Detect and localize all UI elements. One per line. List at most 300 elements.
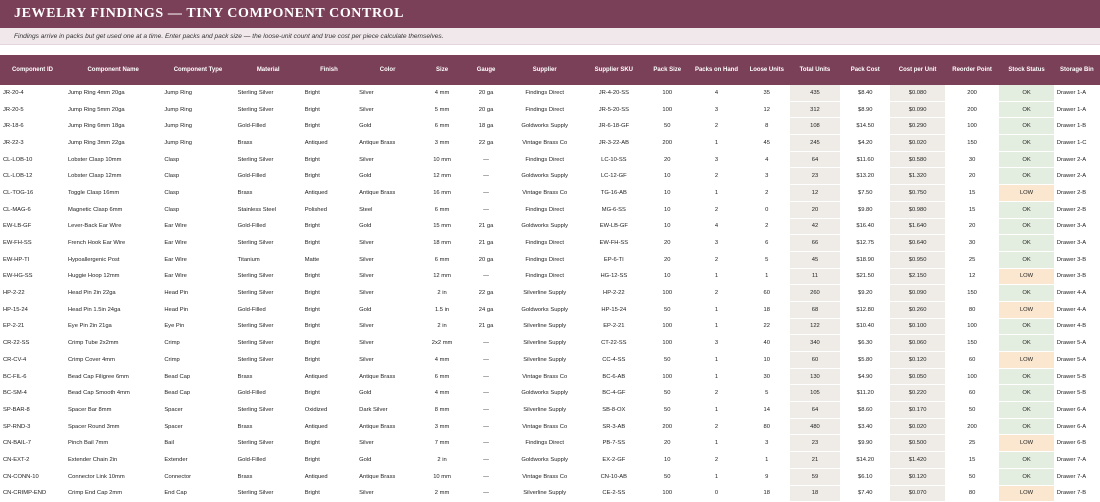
table-cell[interactable]: 80 <box>945 485 999 502</box>
table-cell[interactable]: Findings Direct <box>507 85 582 101</box>
table-cell[interactable]: 6 mm <box>419 118 465 135</box>
table-cell[interactable]: Lever-Back Ear Wire <box>65 218 161 235</box>
table-cell[interactable]: 50 <box>645 301 689 318</box>
table-cell[interactable]: Jump Ring <box>161 135 234 152</box>
table-cell[interactable]: 1 <box>689 301 743 318</box>
table-cell[interactable]: $0.070 <box>890 485 944 502</box>
status-badge[interactable]: OK <box>999 318 1053 335</box>
table-cell[interactable]: — <box>465 368 507 385</box>
column-header[interactable]: Total Units <box>790 55 840 85</box>
table-cell[interactable]: Crimp Tube 2x2mm <box>65 335 161 352</box>
table-cell[interactable]: $0.750 <box>890 185 944 202</box>
table-cell[interactable]: 10 mm <box>419 468 465 485</box>
table-cell[interactable]: Findings Direct <box>507 251 582 268</box>
table-cell[interactable]: Clasp <box>161 168 234 185</box>
table-cell[interactable]: 100 <box>645 485 689 502</box>
table-cell[interactable]: Lobster Clasp 12mm <box>65 168 161 185</box>
table-cell[interactable]: LC-10-SS <box>582 151 645 168</box>
table-cell[interactable]: $0.080 <box>890 85 944 101</box>
table-cell[interactable]: PB-7-SS <box>582 435 645 452</box>
table-cell[interactable]: Crimp <box>161 352 234 369</box>
table-cell[interactable]: Gold <box>356 301 419 318</box>
table-cell[interactable]: Sterling Silver <box>235 402 302 419</box>
table-cell[interactable]: 18 <box>790 485 840 502</box>
table-cell[interactable]: Bright <box>302 452 356 469</box>
table-cell[interactable]: 3 <box>744 435 790 452</box>
table-cell[interactable]: EW-LB-GF <box>0 218 65 235</box>
table-cell[interactable]: 50 <box>645 385 689 402</box>
table-cell[interactable]: 60 <box>945 385 999 402</box>
table-cell[interactable]: Brass <box>235 368 302 385</box>
status-badge[interactable]: LOW <box>999 301 1053 318</box>
table-cell[interactable]: 130 <box>790 368 840 385</box>
table-cell[interactable]: 64 <box>790 402 840 419</box>
table-cell[interactable]: 6 mm <box>419 251 465 268</box>
table-row[interactable] <box>0 318 1100 335</box>
table-cell[interactable]: 25 <box>945 251 999 268</box>
status-badge[interactable]: OK <box>999 251 1053 268</box>
table-cell[interactable]: $14.50 <box>840 118 890 135</box>
table-cell[interactable]: Antiqued <box>302 368 356 385</box>
table-cell[interactable]: 10 <box>645 185 689 202</box>
table-cell[interactable]: 21 <box>790 452 840 469</box>
table-cell[interactable]: 12 <box>945 268 999 285</box>
table-cell[interactable]: Spacer Bar 8mm <box>65 402 161 419</box>
table-cell[interactable]: — <box>465 335 507 352</box>
table-cell[interactable]: Extender <box>161 452 234 469</box>
table-cell[interactable]: Drawer 5-B <box>1054 385 1100 402</box>
table-cell[interactable]: Drawer 4-A <box>1054 285 1100 302</box>
table-cell[interactable]: SP-BAR-8 <box>0 402 65 419</box>
table-cell[interactable]: Silver <box>356 352 419 369</box>
column-header[interactable]: Color <box>356 55 419 85</box>
table-cell[interactable]: 100 <box>645 101 689 118</box>
table-cell[interactable]: Brass <box>235 135 302 152</box>
status-badge[interactable]: OK <box>999 368 1053 385</box>
table-cell[interactable]: Bail <box>161 435 234 452</box>
column-header[interactable]: Reorder Point <box>945 55 999 85</box>
table-cell[interactable]: Dark Silver <box>356 402 419 419</box>
table-cell[interactable]: Drawer 2-B <box>1054 185 1100 202</box>
table-cell[interactable]: — <box>465 468 507 485</box>
table-cell[interactable]: Drawer 4-B <box>1054 318 1100 335</box>
table-cell[interactable]: CL-TOG-16 <box>0 185 65 202</box>
table-cell[interactable]: 2 <box>744 185 790 202</box>
table-cell[interactable]: Ear Wire <box>161 268 234 285</box>
table-cell[interactable]: $8.40 <box>840 85 890 101</box>
table-cell[interactable]: 105 <box>790 385 840 402</box>
table-cell[interactable]: Bright <box>302 285 356 302</box>
table-cell[interactable]: $16.40 <box>840 218 890 235</box>
table-cell[interactable]: 11 <box>790 268 840 285</box>
table-cell[interactable]: 2 in <box>419 452 465 469</box>
table-cell[interactable]: 9 <box>744 468 790 485</box>
table-cell[interactable]: Stainless Steel <box>235 201 302 218</box>
table-row[interactable] <box>0 218 1100 235</box>
table-cell[interactable]: 12 mm <box>419 268 465 285</box>
table-cell[interactable]: 12 <box>790 185 840 202</box>
table-cell[interactable]: Antiqued <box>302 468 356 485</box>
table-cell[interactable]: 1 <box>689 318 743 335</box>
table-cell[interactable]: Bright <box>302 101 356 118</box>
table-cell[interactable]: CC-4-SS <box>582 352 645 369</box>
table-cell[interactable]: 200 <box>645 418 689 435</box>
table-cell[interactable]: 4 mm <box>419 385 465 402</box>
status-badge[interactable]: OK <box>999 335 1053 352</box>
table-cell[interactable]: HG-12-SS <box>582 268 645 285</box>
table-cell[interactable]: $0.060 <box>890 335 944 352</box>
table-cell[interactable]: JR-20-5 <box>0 101 65 118</box>
table-cell[interactable]: Silver <box>356 485 419 502</box>
table-cell[interactable]: BC-4-GF <box>582 385 645 402</box>
table-cell[interactable]: Bright <box>302 85 356 101</box>
table-row[interactable] <box>0 468 1100 485</box>
table-row[interactable] <box>0 201 1100 218</box>
status-badge[interactable]: OK <box>999 452 1053 469</box>
table-cell[interactable]: 80 <box>945 301 999 318</box>
table-row[interactable] <box>0 85 1100 101</box>
table-cell[interactable]: Gold <box>356 385 419 402</box>
table-cell[interactable]: Silver <box>356 151 419 168</box>
table-cell[interactable]: EW-HG-SS <box>0 268 65 285</box>
table-cell[interactable]: $0.120 <box>890 352 944 369</box>
status-badge[interactable]: OK <box>999 385 1053 402</box>
table-cell[interactable]: $7.40 <box>840 485 890 502</box>
table-cell[interactable]: $0.090 <box>890 285 944 302</box>
table-cell[interactable]: 2 <box>744 218 790 235</box>
table-cell[interactable]: 23 <box>790 168 840 185</box>
table-cell[interactable]: 10 <box>645 452 689 469</box>
table-cell[interactable]: CL-LOB-10 <box>0 151 65 168</box>
table-cell[interactable]: 1 <box>689 468 743 485</box>
column-header[interactable]: Supplier SKU <box>582 55 645 85</box>
table-cell[interactable]: Antique Brass <box>356 135 419 152</box>
table-cell[interactable]: Goldworks Supply <box>507 168 582 185</box>
table-cell[interactable]: 1.5 in <box>419 301 465 318</box>
table-cell[interactable]: Vintage Brass Co <box>507 185 582 202</box>
table-cell[interactable]: 60 <box>790 352 840 369</box>
table-cell[interactable]: Bright <box>302 268 356 285</box>
status-badge[interactable]: OK <box>999 85 1053 101</box>
table-cell[interactable]: Findings Direct <box>507 101 582 118</box>
table-cell[interactable]: 480 <box>790 418 840 435</box>
table-cell[interactable]: Drawer 3-B <box>1054 268 1100 285</box>
table-cell[interactable]: — <box>465 201 507 218</box>
table-cell[interactable]: Goldworks Supply <box>507 301 582 318</box>
table-cell[interactable]: 10 <box>645 201 689 218</box>
status-badge[interactable]: OK <box>999 118 1053 135</box>
table-cell[interactable]: Magnetic Clasp 6mm <box>65 201 161 218</box>
status-badge[interactable]: OK <box>999 218 1053 235</box>
table-cell[interactable]: 150 <box>945 135 999 152</box>
table-row[interactable] <box>0 335 1100 352</box>
column-header[interactable]: Loose Units <box>744 55 790 85</box>
table-row[interactable] <box>0 435 1100 452</box>
table-cell[interactable]: 3 mm <box>419 135 465 152</box>
table-cell[interactable]: Antique Brass <box>356 185 419 202</box>
table-cell[interactable]: 3 <box>689 101 743 118</box>
table-cell[interactable]: Silver <box>356 285 419 302</box>
table-cell[interactable]: 1 <box>744 268 790 285</box>
table-cell[interactable]: — <box>465 185 507 202</box>
table-cell[interactable]: Ear Wire <box>161 218 234 235</box>
table-cell[interactable]: $0.290 <box>890 118 944 135</box>
table-row[interactable] <box>0 418 1100 435</box>
status-badge[interactable]: LOW <box>999 185 1053 202</box>
table-cell[interactable]: Silverline Supply <box>507 402 582 419</box>
table-cell[interactable]: Findings Direct <box>507 201 582 218</box>
table-cell[interactable]: 50 <box>945 468 999 485</box>
table-cell[interactable]: 20 <box>790 201 840 218</box>
status-badge[interactable]: OK <box>999 468 1053 485</box>
table-cell[interactable]: Drawer 5-B <box>1054 368 1100 385</box>
table-cell[interactable]: $12.80 <box>840 301 890 318</box>
table-cell[interactable]: Drawer 4-A <box>1054 301 1100 318</box>
status-badge[interactable]: LOW <box>999 352 1053 369</box>
table-cell[interactable]: CN-CONN-10 <box>0 468 65 485</box>
table-cell[interactable]: $0.950 <box>890 251 944 268</box>
table-cell[interactable]: 15 mm <box>419 218 465 235</box>
table-cell[interactable]: 64 <box>790 151 840 168</box>
table-row[interactable] <box>0 118 1100 135</box>
table-cell[interactable]: Bright <box>302 385 356 402</box>
table-cell[interactable]: 260 <box>790 285 840 302</box>
table-cell[interactable]: Lobster Clasp 10mm <box>65 151 161 168</box>
table-cell[interactable]: Ear Wire <box>161 251 234 268</box>
table-row[interactable] <box>0 101 1100 118</box>
table-cell[interactable]: $0.170 <box>890 402 944 419</box>
table-cell[interactable]: 50 <box>645 118 689 135</box>
table-cell[interactable]: 18 mm <box>419 235 465 252</box>
table-cell[interactable]: Antique Brass <box>356 468 419 485</box>
table-cell[interactable]: $0.640 <box>890 235 944 252</box>
table-cell[interactable]: Goldworks Supply <box>507 452 582 469</box>
table-cell[interactable]: Silver <box>356 318 419 335</box>
table-cell[interactable]: Gold <box>356 118 419 135</box>
table-cell[interactable]: 1 <box>689 268 743 285</box>
table-cell[interactable]: 60 <box>945 352 999 369</box>
table-cell[interactable]: Sterling Silver <box>235 335 302 352</box>
table-cell[interactable]: 14 <box>744 402 790 419</box>
status-badge[interactable]: LOW <box>999 435 1053 452</box>
table-cell[interactable]: 2 mm <box>419 485 465 502</box>
table-cell[interactable]: — <box>465 435 507 452</box>
table-row[interactable] <box>0 251 1100 268</box>
table-cell[interactable]: Spacer <box>161 418 234 435</box>
table-cell[interactable]: 40 <box>744 335 790 352</box>
table-cell[interactable]: 200 <box>645 135 689 152</box>
table-cell[interactable]: 50 <box>945 402 999 419</box>
table-cell[interactable]: 312 <box>790 101 840 118</box>
table-cell[interactable]: 59 <box>790 468 840 485</box>
table-row[interactable] <box>0 402 1100 419</box>
table-cell[interactable]: Titanium <box>235 251 302 268</box>
table-cell[interactable]: Drawer 1-A <box>1054 101 1100 118</box>
table-cell[interactable]: Huggie Hoop 12mm <box>65 268 161 285</box>
column-header[interactable]: Storage Bin <box>1054 55 1100 85</box>
table-cell[interactable]: LC-12-GF <box>582 168 645 185</box>
table-cell[interactable]: $0.580 <box>890 151 944 168</box>
table-cell[interactable]: 18 ga <box>465 118 507 135</box>
table-cell[interactable]: $14.20 <box>840 452 890 469</box>
table-cell[interactable]: HP-15-24 <box>582 301 645 318</box>
table-cell[interactable]: 100 <box>645 335 689 352</box>
table-row[interactable] <box>0 301 1100 318</box>
table-cell[interactable]: Extender Chain 2in <box>65 452 161 469</box>
table-cell[interactable]: Sterling Silver <box>235 235 302 252</box>
table-cell[interactable]: Sterling Silver <box>235 435 302 452</box>
table-cell[interactable]: 4 <box>689 218 743 235</box>
table-cell[interactable]: Antique Brass <box>356 418 419 435</box>
status-badge[interactable]: OK <box>999 285 1053 302</box>
table-cell[interactable]: Silver <box>356 101 419 118</box>
table-cell[interactable]: TG-16-AB <box>582 185 645 202</box>
table-cell[interactable]: Sterling Silver <box>235 268 302 285</box>
table-row[interactable] <box>0 135 1100 152</box>
table-cell[interactable]: Clasp <box>161 151 234 168</box>
table-cell[interactable]: Head Pin <box>161 301 234 318</box>
table-cell[interactable]: 1 <box>689 352 743 369</box>
status-badge[interactable]: OK <box>999 168 1053 185</box>
table-cell[interactable]: 1 <box>744 452 790 469</box>
table-cell[interactable]: 150 <box>945 335 999 352</box>
table-cell[interactable]: 80 <box>744 418 790 435</box>
table-cell[interactable]: Drawer 7-B <box>1054 485 1100 502</box>
table-cell[interactable]: 30 <box>945 151 999 168</box>
status-badge[interactable]: OK <box>999 151 1053 168</box>
table-cell[interactable]: Spacer <box>161 402 234 419</box>
table-cell[interactable]: $12.75 <box>840 235 890 252</box>
table-cell[interactable]: JR-6-18-GF <box>582 118 645 135</box>
table-cell[interactable]: $1.320 <box>890 168 944 185</box>
table-cell[interactable]: French Hook Ear Wire <box>65 235 161 252</box>
table-cell[interactable]: Bright <box>302 235 356 252</box>
table-cell[interactable]: JR-4-20-SS <box>582 85 645 101</box>
table-cell[interactable]: Drawer 5-A <box>1054 335 1100 352</box>
column-header[interactable]: Size <box>419 55 465 85</box>
table-cell[interactable]: Bright <box>302 301 356 318</box>
table-cell[interactable]: 8 mm <box>419 402 465 419</box>
status-badge[interactable]: OK <box>999 135 1053 152</box>
table-cell[interactable]: 18 <box>744 485 790 502</box>
table-cell[interactable]: Brass <box>235 468 302 485</box>
table-cell[interactable]: $4.90 <box>840 368 890 385</box>
table-cell[interactable]: 35 <box>744 85 790 101</box>
table-cell[interactable]: 1 <box>689 368 743 385</box>
table-cell[interactable]: 0 <box>744 201 790 218</box>
table-cell[interactable]: Gold <box>356 168 419 185</box>
status-badge[interactable]: OK <box>999 402 1053 419</box>
table-row[interactable] <box>0 235 1100 252</box>
table-cell[interactable]: Findings Direct <box>507 151 582 168</box>
table-cell[interactable]: 22 ga <box>465 285 507 302</box>
table-cell[interactable]: $1.640 <box>890 218 944 235</box>
table-cell[interactable]: Sterling Silver <box>235 485 302 502</box>
table-cell[interactable]: $3.40 <box>840 418 890 435</box>
table-cell[interactable]: 3 mm <box>419 418 465 435</box>
table-cell[interactable]: Drawer 6-A <box>1054 418 1100 435</box>
table-cell[interactable]: Bright <box>302 318 356 335</box>
table-cell[interactable]: — <box>465 402 507 419</box>
table-cell[interactable]: $0.980 <box>890 201 944 218</box>
table-cell[interactable]: Head Pin <box>161 285 234 302</box>
table-cell[interactable]: EW-FH-SS <box>582 235 645 252</box>
table-cell[interactable]: — <box>465 352 507 369</box>
table-cell[interactable]: Findings Direct <box>507 268 582 285</box>
table-cell[interactable]: Bead Cap <box>161 368 234 385</box>
table-cell[interactable]: CN-10-AB <box>582 468 645 485</box>
table-row[interactable] <box>0 168 1100 185</box>
table-cell[interactable]: $18.90 <box>840 251 890 268</box>
table-cell[interactable]: 18 <box>744 301 790 318</box>
table-cell[interactable]: Toggle Clasp 16mm <box>65 185 161 202</box>
table-cell[interactable]: $0.100 <box>890 318 944 335</box>
table-cell[interactable]: Silver <box>356 435 419 452</box>
table-cell[interactable]: EW-LB-GF <box>582 218 645 235</box>
table-cell[interactable]: 24 ga <box>465 301 507 318</box>
column-header[interactable]: Material <box>235 55 302 85</box>
table-row[interactable] <box>0 151 1100 168</box>
table-cell[interactable]: 50 <box>645 352 689 369</box>
table-cell[interactable]: 4 mm <box>419 85 465 101</box>
table-cell[interactable]: Findings Direct <box>507 235 582 252</box>
table-cell[interactable]: 20 <box>645 235 689 252</box>
table-cell[interactable]: JR-18-6 <box>0 118 65 135</box>
table-cell[interactable]: 2 <box>689 285 743 302</box>
table-cell[interactable]: CN-BAIL-7 <box>0 435 65 452</box>
table-cell[interactable]: $13.20 <box>840 168 890 185</box>
table-cell[interactable]: $9.80 <box>840 201 890 218</box>
table-cell[interactable]: CR-CV-4 <box>0 352 65 369</box>
table-cell[interactable]: 3 <box>689 335 743 352</box>
table-cell[interactable]: 200 <box>945 418 999 435</box>
column-header[interactable]: Cost per Unit <box>890 55 944 85</box>
table-cell[interactable]: $0.500 <box>890 435 944 452</box>
table-cell[interactable]: Goldworks Supply <box>507 218 582 235</box>
table-cell[interactable]: Sterling Silver <box>235 318 302 335</box>
table-cell[interactable]: $0.120 <box>890 468 944 485</box>
table-cell[interactable]: Drawer 3-A <box>1054 218 1100 235</box>
table-cell[interactable]: BC-6-AB <box>582 368 645 385</box>
table-cell[interactable]: Drawer 3-A <box>1054 235 1100 252</box>
table-cell[interactable]: Vintage Brass Co <box>507 368 582 385</box>
table-cell[interactable]: 22 ga <box>465 135 507 152</box>
table-cell[interactable]: Gold <box>356 218 419 235</box>
column-header[interactable]: Component Type <box>161 55 234 85</box>
table-cell[interactable]: Jump Ring <box>161 101 234 118</box>
table-cell[interactable]: $5.80 <box>840 352 890 369</box>
table-cell[interactable]: $9.20 <box>840 285 890 302</box>
table-cell[interactable]: 6 <box>744 235 790 252</box>
table-cell[interactable]: 42 <box>790 218 840 235</box>
table-cell[interactable]: 200 <box>945 101 999 118</box>
table-cell[interactable]: 435 <box>790 85 840 101</box>
table-cell[interactable]: 20 <box>945 218 999 235</box>
table-cell[interactable]: $0.020 <box>890 418 944 435</box>
table-cell[interactable]: EP-2-21 <box>0 318 65 335</box>
table-cell[interactable]: Drawer 1-C <box>1054 135 1100 152</box>
status-badge[interactable]: LOW <box>999 485 1053 502</box>
table-cell[interactable]: 66 <box>790 235 840 252</box>
table-cell[interactable]: 4 mm <box>419 352 465 369</box>
table-cell[interactable]: 1 <box>689 185 743 202</box>
table-cell[interactable]: Jump Ring 6mm 18ga <box>65 118 161 135</box>
table-cell[interactable]: Crimp End Cap 2mm <box>65 485 161 502</box>
table-cell[interactable]: 100 <box>645 85 689 101</box>
table-cell[interactable]: EW-FH-SS <box>0 235 65 252</box>
table-cell[interactable]: 10 <box>645 218 689 235</box>
table-row[interactable] <box>0 285 1100 302</box>
